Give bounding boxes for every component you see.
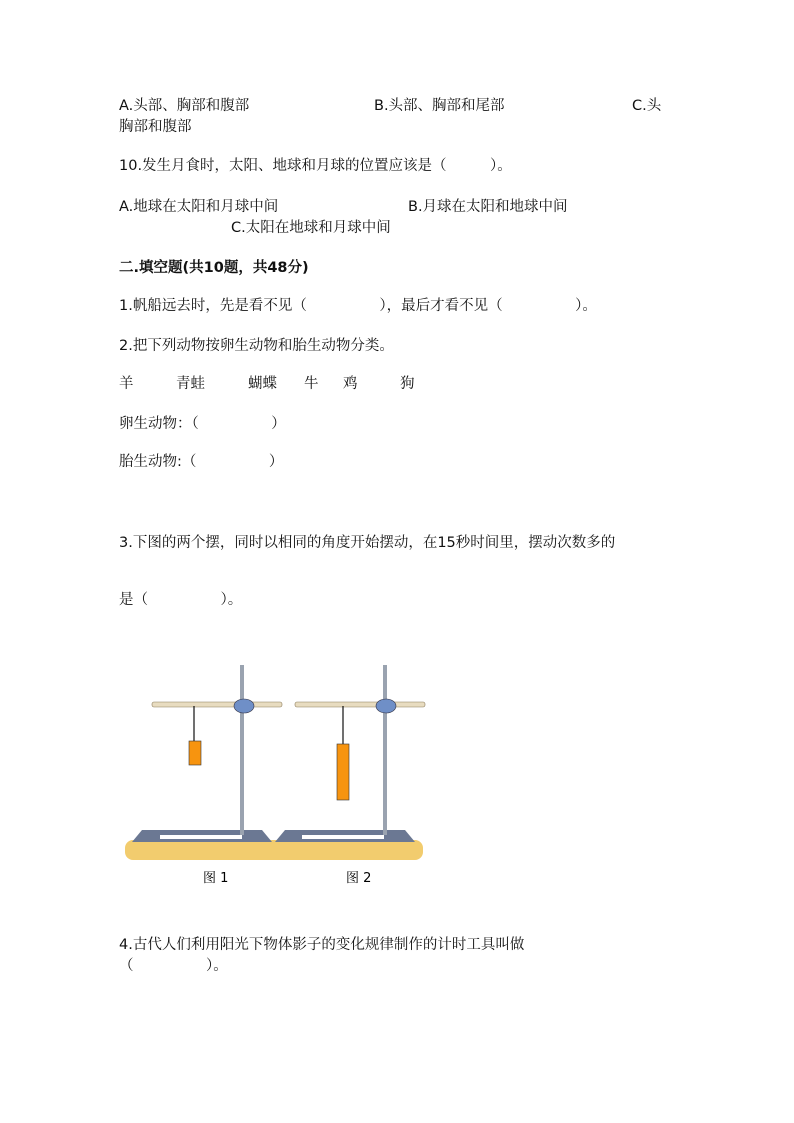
section-title: 二.填空题(共10题，共48分) (119, 260, 309, 276)
fill-q4: 4.古代人们利用阳光下物体影子的变化规律制作的计时工具叫做 (119, 937, 525, 953)
animal: 狗 (400, 376, 415, 392)
fill-q4-cont: （ ）。 (119, 958, 228, 974)
fill-q2: 2.把下列动物按卵生动物和胎生动物分类。 (119, 338, 394, 354)
pendulum-figure (120, 660, 430, 895)
bob-long (337, 744, 349, 800)
bob-short (189, 741, 201, 765)
animal: 青蛙 (176, 376, 205, 392)
pendulum-1 (132, 665, 282, 842)
animal: 鸡 (343, 376, 358, 392)
q10-option-c: C.太阳在地球和月球中间 (231, 220, 391, 236)
fig2-label: 图 2 (346, 871, 372, 886)
q10-option-b: B.月球在太阳和地球中间 (408, 199, 568, 215)
pendulum-2 (275, 665, 425, 842)
q9-option-a: A.头部、胸部和腹部 (119, 98, 250, 114)
q10-stem: 10.发生月食时，太阳、地球和月球的位置应该是（ ）。 (119, 158, 512, 174)
animal: 羊 (119, 376, 134, 392)
fill-q3: 3.下图的两个摆，同时以相同的角度开始摆动，在15秒时间里，摆动次数多的 (119, 535, 616, 551)
fig1-label: 图 1 (203, 871, 229, 886)
fill-q3-cont: 是（ ）。 (119, 592, 243, 608)
animal: 牛 (304, 376, 319, 392)
viviparous-blank: 胎生动物:（ ） (119, 454, 284, 470)
fill-q1: 1.帆船远去时，先是看不见（ ），最后才看不见（ ）。 (119, 298, 597, 314)
q10-option-a: A.地球在太阳和月球中间 (119, 199, 279, 215)
animal: 蝴蝶 (248, 376, 277, 392)
q9-option-b: B.头部、胸部和尾部 (374, 98, 505, 114)
ground (125, 840, 423, 860)
q9-option-c: C.头 (632, 98, 662, 114)
oviparous-blank: 卵生动物：（ ） (119, 416, 286, 432)
q9-option-c-cont: 胸部和腹部 (119, 119, 192, 135)
